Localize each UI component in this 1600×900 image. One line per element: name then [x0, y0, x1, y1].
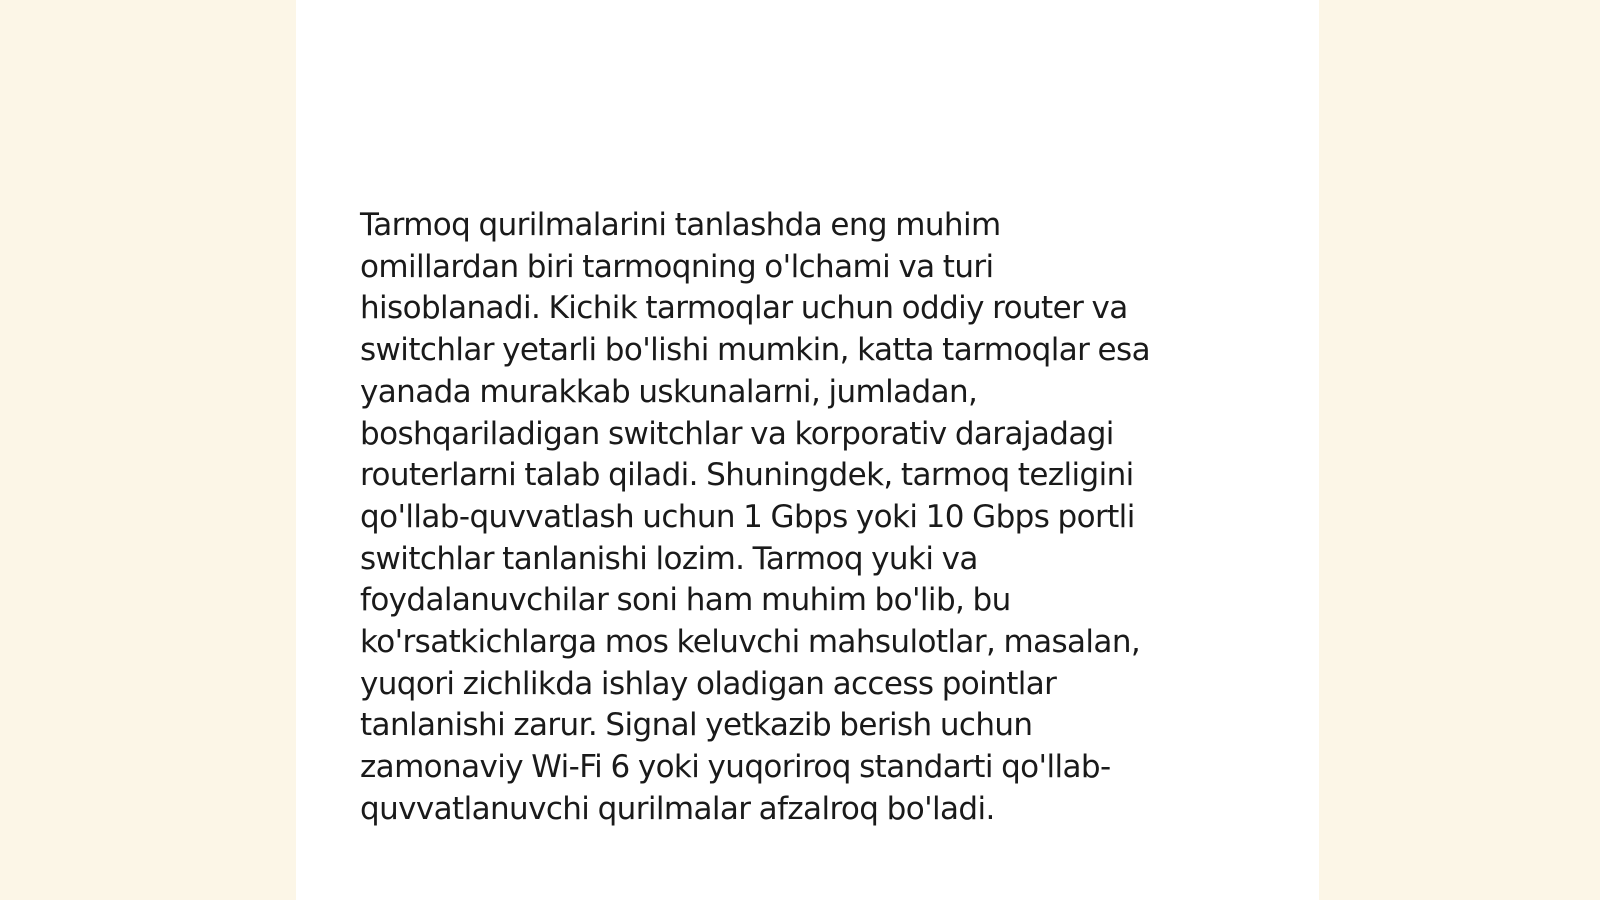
paragraph-line: zamonaviy Wi-Fi 6 yoki yuqoriroq standarti qo'llab-	[360, 749, 1111, 786]
body-paragraph	[360, 205, 1245, 831]
paragraph-line: yuqori zichlikda ishlay oladigan access pointlar	[360, 665, 1057, 702]
paragraph-line: hisoblanadi. Kichik tarmoqlar uchun oddiy router va	[360, 290, 1128, 327]
paragraph-line: tanlanishi zarur. Signal yetkazib berish uchun	[360, 707, 1033, 744]
paragraph-line: foydalanuvchilar soni ham muhim bo'lib, bu	[360, 582, 1011, 619]
paragraph-line: qo'llab-quvvatlash uchun 1 Gbps yoki 10 Gbps portli	[360, 498, 1135, 535]
paragraph-line: switchlar yetarli bo'lishi mumkin, katta tarmoqlar esa	[360, 332, 1150, 369]
paragraph-line: omillardan biri tarmoqning o'lchami va turi	[360, 248, 994, 285]
paragraph-line: Tarmoq qurilmalarini tanlashda eng muhim	[360, 207, 1001, 243]
paragraph-line: routerlarni talab qiladi. Shuningdek, tarmoq tezligini	[360, 457, 1134, 494]
paragraph-line: switchlar tanlanishi lozim. Tarmoq yuki va	[360, 540, 978, 577]
document-page	[296, 0, 1319, 900]
paragraph-line: yanada murakkab uskunalarni, jumladan,	[360, 373, 978, 410]
paragraph-line: quvvatlanuvchi qurilmalar afzalroq bo'ladi.	[360, 790, 995, 827]
paragraph-line: boshqariladigan switchlar va korporativ darajadagi	[360, 415, 1114, 452]
paragraph-line: ko'rsatkichlarga mos keluvchi mahsulotlar, masalan,	[360, 624, 1141, 661]
